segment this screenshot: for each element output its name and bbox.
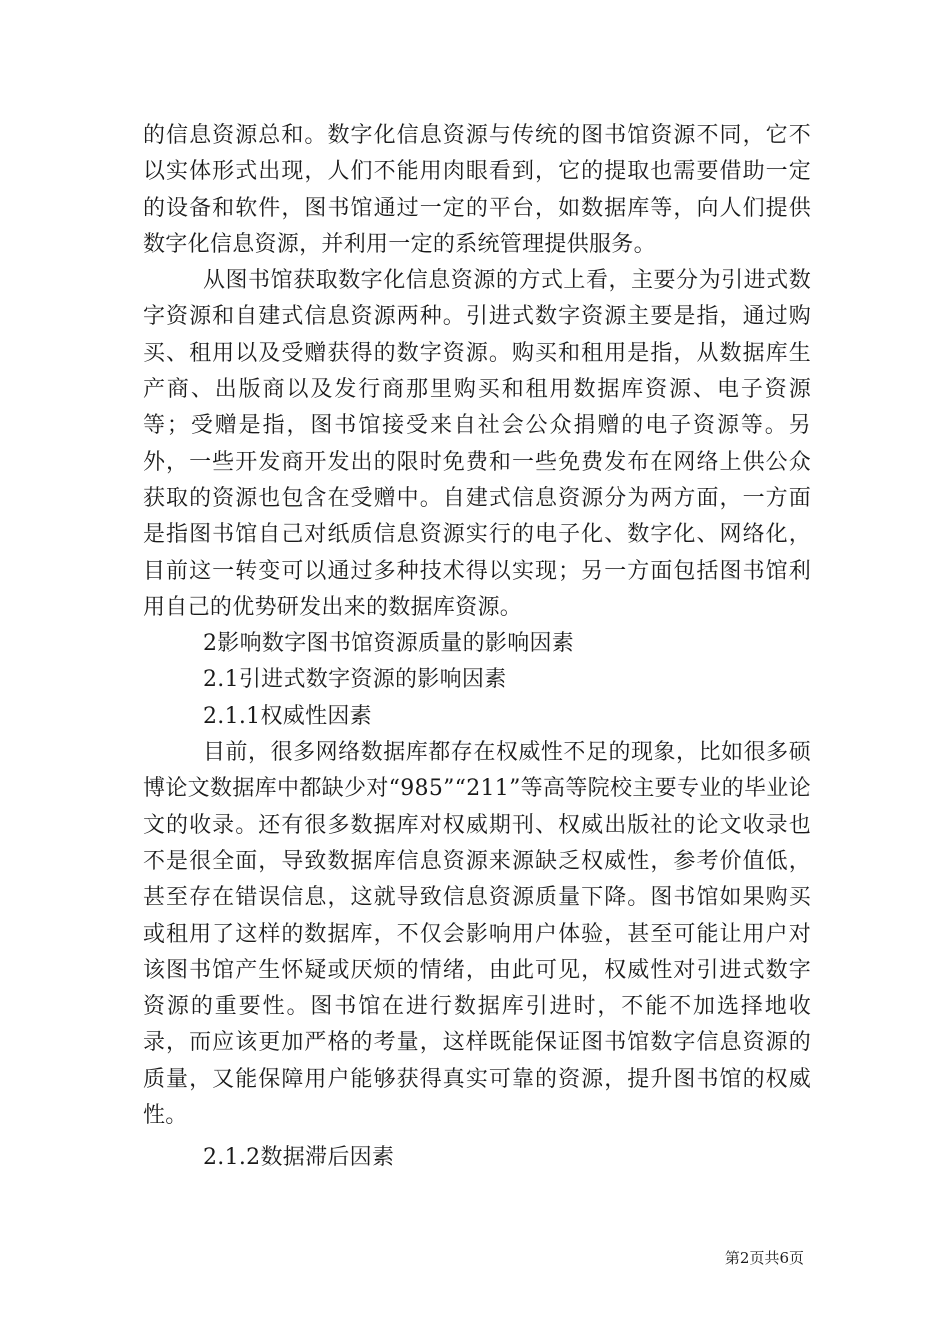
section-heading-2-1: 2.1引进式数字资源的影响因素 bbox=[203, 667, 507, 693]
section-heading-2: 2影响数字图书馆资源质量的影响因素 bbox=[203, 631, 575, 657]
body-text bbox=[143, 118, 811, 1177]
section-heading-2-1-2: 2.1.2数据滞后因素 bbox=[203, 1145, 395, 1171]
page-indicator: 第2页共6页 bbox=[724, 1249, 804, 1267]
paragraph-authority: 目前，很多网络数据库都存在权威性不足的现象，比如很多硕博论文数据库中都缺少对“985”“211”等高等院校主要专业的毕业论文的收录。还有很多数据库对权威期刊、权威出版社的论文收录也不是很全面，导致数据库信息资源来源缺乏权威性，参考价值低，甚至存在错误信息，这就导致信息资源质量下降。图书馆如果购买或租用了这样的数据库，不仅会影响用户体验，甚至可能让用户对该图书馆产生怀疑或厌烦的情绪，由此可见，权威性对引进式数字资源的重要性。图书馆在进行数据库引进时，不能不加选择地收录，而应该更加严格的考量，这样既能保证图书馆数字信息资源的质量，又能保障用户能够获得真实可靠的资源，提升图书馆的权威性。 bbox=[143, 740, 811, 1129]
paragraph-continuation: 的信息资源总和。数字化信息资源与传统的图书馆资源不同，它不以实体形式出现，人们不能用肉眼看到，它的提取也需要借助一定的设备和软件，图书馆通过一定的平台，如数据库等，向人们提供数字化信息资源，并利用一定的系统管理提供服务。 bbox=[143, 123, 811, 257]
paragraph-acquisition-methods: 从图书馆获取数字化信息资源的方式上看，主要分为引进式数字资源和自建式信息资源两种。引进式数字资源主要是指，通过购买、租用以及受赠获得的数字资源。购买和租用是指，从数据库生产商、出版商以及发行商那里购买和租用数据库资源、电子资源等；受赠是指，图书馆接受来自社会公众捐赠的电子资源等。另外，一些开发商开发出的限时免费和一些免费发布在网络上供公众获取的资源也包含在受赠中。自建式信息资源分为两方面，一方面是指图书馆自己对纸质信息资源实行的电子化、数字化、网络化，目前这一转变可以通过多种技术得以实现；另一方面包括图书馆利用自己的优势研发出来的数据库资源。 bbox=[143, 268, 811, 620]
section-heading-2-1-1: 2.1.1权威性因素 bbox=[203, 703, 372, 729]
